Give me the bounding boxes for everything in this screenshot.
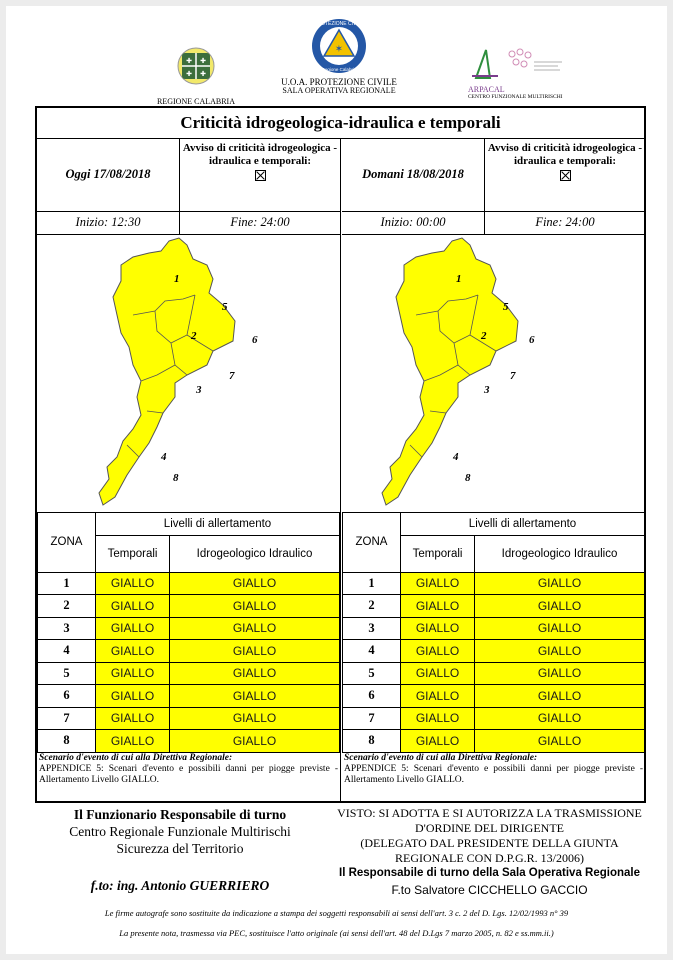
arpacal-emblem-icon xyxy=(468,46,568,80)
table-row xyxy=(38,662,340,685)
table-row xyxy=(343,662,645,685)
zone-number: 3 xyxy=(38,617,96,640)
temporali-level: GIALLO xyxy=(401,662,475,685)
temporali-level: GIALLO xyxy=(401,640,475,663)
calabria-map-icon xyxy=(342,235,645,512)
avviso-block xyxy=(485,138,645,211)
sicurezza-label: Sicurezza del Territorio xyxy=(116,841,244,856)
avviso-block xyxy=(180,138,340,211)
table-row xyxy=(343,730,645,753)
responsabile-signature: F.to Salvatore CICCHELLO GACCIO xyxy=(391,883,588,897)
idro-level: GIALLO xyxy=(170,572,340,595)
temporali-level: GIALLO xyxy=(96,707,170,730)
zone-label: 2 xyxy=(481,330,487,342)
idro-level: GIALLO xyxy=(170,685,340,708)
zone-number: 4 xyxy=(38,640,96,663)
funzionario-title: Il Funzionario Responsabile di turno xyxy=(73,807,287,822)
temporali-level: GIALLO xyxy=(96,730,170,753)
scenario-block xyxy=(39,753,338,786)
arpacal-subtitle: CENTRO FUNZIONALE MULTIRISCHI xyxy=(468,94,563,100)
svg-text:Regione Calabria: Regione Calabria xyxy=(321,67,357,72)
avviso-label: Avviso di criticità idrogeologica - idraulica e temporali: xyxy=(182,142,338,167)
end-time: Fine: 24:00 xyxy=(230,215,290,229)
zone-number: 1 xyxy=(38,572,96,595)
idro-level: GIALLO xyxy=(475,730,645,753)
start-time: Inizio: 12:30 xyxy=(37,211,180,234)
idro-header: Idrogeologico Idraulico xyxy=(170,535,340,572)
temporali-header: Temporali xyxy=(96,535,170,572)
centro-funzionale-label: Centro Regionale Funzionale Multirischi xyxy=(69,824,291,839)
arpacal-title: ARPACAL xyxy=(468,85,505,94)
table-row xyxy=(38,685,340,708)
signature-right xyxy=(333,806,646,898)
regione-calabria-logo xyxy=(156,44,236,106)
arpacal-logo xyxy=(468,46,568,98)
zone-number: 7 xyxy=(343,707,401,730)
regione-calabria-emblem-icon xyxy=(156,44,236,92)
sala-operativa-label: SALA OPERATIVA REGIONALE xyxy=(282,86,396,95)
day-column-today xyxy=(37,138,341,801)
idro-level: GIALLO xyxy=(475,685,645,708)
idro-level: GIALLO xyxy=(475,617,645,640)
scenario-block xyxy=(344,753,643,786)
zone-label: 6 xyxy=(252,334,258,346)
zone-number: 8 xyxy=(343,730,401,753)
table-row xyxy=(343,572,645,595)
zone-number: 8 xyxy=(38,730,96,753)
idro-level: GIALLO xyxy=(475,707,645,730)
temporali-level: GIALLO xyxy=(96,685,170,708)
idro-level: GIALLO xyxy=(170,640,340,663)
table-row xyxy=(38,707,340,730)
temporali-level: GIALLO xyxy=(401,730,475,753)
svg-text:✚: ✚ xyxy=(200,70,206,78)
zone-label: 7 xyxy=(510,370,516,382)
table-row xyxy=(38,640,340,663)
idro-level: GIALLO xyxy=(170,662,340,685)
svg-text:✚: ✚ xyxy=(186,70,192,78)
temporali-level: GIALLO xyxy=(96,640,170,663)
zone-number: 2 xyxy=(38,595,96,618)
temporali-level: GIALLO xyxy=(96,595,170,618)
footer-note-firme: Le firme autografe sono sostituite da indicazione a stampa dei soggetti responsabili ai sensi dell'art. 3 c. 2 del D. Lgs. 12/02/1993 n° 39 xyxy=(104,908,569,918)
temporali-header: Temporali xyxy=(401,535,475,572)
end-time: Fine: 24:00 xyxy=(535,215,595,229)
zone-label: 3 xyxy=(484,384,490,396)
scenario-text: APPENDICE 5: Scenari d'evento e possibili danni per piogge previste - Allertamento Livello GIALLO. xyxy=(344,764,643,785)
bulletin-title: Criticità idrogeologica-idraulica e temporali xyxy=(37,108,644,139)
bulletin-box xyxy=(35,106,646,803)
idro-level: GIALLO xyxy=(475,572,645,595)
table-row xyxy=(38,617,340,640)
protezione-civile-logo xyxy=(309,16,369,76)
table-row xyxy=(38,595,340,618)
zone-label: 1 xyxy=(456,273,462,285)
table-row xyxy=(38,572,340,595)
levels-header: Livelli di allertamento xyxy=(401,513,645,536)
zone-label: 3 xyxy=(196,384,202,396)
zone-number: 6 xyxy=(38,685,96,708)
start-time: Inizio: 00:00 xyxy=(342,211,485,234)
funzionario-signature: f.to: ing. Antonio GUERRIERO xyxy=(90,878,270,893)
zone-label: 4 xyxy=(161,451,167,463)
levels-header: Livelli di allertamento xyxy=(96,513,340,536)
avviso-checkbox-icon xyxy=(255,170,266,181)
scenario-title: Scenario d'evento di cui alla Direttiva Regionale: xyxy=(344,753,538,763)
uoa-protezione-civile-label: U.O.A. PROTEZIONE CIVILE xyxy=(281,77,397,87)
temporali-level: GIALLO xyxy=(96,617,170,640)
table-row xyxy=(343,640,645,663)
zone-label: 8 xyxy=(173,472,179,484)
zone-number: 2 xyxy=(343,595,401,618)
temporali-level: GIALLO xyxy=(401,595,475,618)
alert-levels-table xyxy=(37,512,340,753)
table-row xyxy=(343,707,645,730)
regione-calabria-label: REGIONE CALABRIA xyxy=(157,97,235,106)
svg-text:✶: ✶ xyxy=(334,44,344,55)
temporali-level: GIALLO xyxy=(96,572,170,595)
temporali-level: GIALLO xyxy=(401,707,475,730)
time-row xyxy=(37,211,340,235)
svg-text:PROTEZIONE CIVILE: PROTEZIONE CIVILE xyxy=(314,21,364,27)
idro-level: GIALLO xyxy=(170,617,340,640)
idro-level: GIALLO xyxy=(475,662,645,685)
zone-label: 7 xyxy=(229,370,235,382)
zone-number: 3 xyxy=(343,617,401,640)
day-date: Domani 18/08/2018 xyxy=(342,138,485,211)
zone-label: 1 xyxy=(174,273,180,285)
zone-number: 1 xyxy=(343,572,401,595)
temporali-level: GIALLO xyxy=(96,662,170,685)
zona-header: ZONA xyxy=(343,513,401,573)
day-date: Oggi 17/08/2018 xyxy=(37,138,180,211)
zone-number: 7 xyxy=(38,707,96,730)
table-row xyxy=(343,685,645,708)
svg-text:✚: ✚ xyxy=(186,57,192,65)
delegato-line: (DELEGATO DAL PRESIDENTE DELLA GIUNTA xyxy=(360,836,619,850)
idro-level: GIALLO xyxy=(475,640,645,663)
day-column-tomorrow xyxy=(342,138,645,801)
zone-number: 6 xyxy=(343,685,401,708)
scenario-title: Scenario d'evento di cui alla Direttiva Regionale: xyxy=(39,753,233,763)
avviso-label: Avviso di criticità idrogeologica - idraulica e temporali: xyxy=(487,142,643,167)
zone-label: 8 xyxy=(465,472,471,484)
scenario-text: APPENDICE 5: Scenari d'evento e possibili danni per piogge previste - Allertamento Livello GIALLO. xyxy=(39,764,338,785)
idro-level: GIALLO xyxy=(170,707,340,730)
table-row xyxy=(343,595,645,618)
table-row xyxy=(38,730,340,753)
temporali-level: GIALLO xyxy=(401,685,475,708)
zone-label: 5 xyxy=(503,301,509,313)
zone-label: 2 xyxy=(191,330,197,342)
temporali-level: GIALLO xyxy=(401,572,475,595)
time-row xyxy=(342,211,645,235)
zone-number: 5 xyxy=(343,662,401,685)
day-header xyxy=(37,138,340,212)
day-header xyxy=(342,138,645,212)
zone-number: 4 xyxy=(343,640,401,663)
avviso-checkbox-icon xyxy=(560,170,571,181)
zone-number: 5 xyxy=(38,662,96,685)
zone-label: 5 xyxy=(222,301,228,313)
idro-level: GIALLO xyxy=(170,595,340,618)
zone-map-today xyxy=(37,235,340,512)
protezione-civile-emblem-icon xyxy=(309,16,369,76)
zone-map-tomorrow xyxy=(342,235,645,512)
alert-levels-table xyxy=(342,512,645,753)
zona-header: ZONA xyxy=(38,513,96,573)
ordine-line: D'ORDINE DEL DIRIGENTE xyxy=(414,821,565,835)
signature-left xyxy=(35,806,325,894)
calabria-map-icon xyxy=(37,235,340,512)
dpgr-line: REGIONALE CON D.P.G.R. 13/2006) xyxy=(395,851,584,865)
svg-text:✚: ✚ xyxy=(200,57,206,65)
idro-level: GIALLO xyxy=(170,730,340,753)
idro-header: Idrogeologico Idraulico xyxy=(475,535,645,572)
zone-label: 6 xyxy=(529,334,535,346)
idro-level: GIALLO xyxy=(475,595,645,618)
table-row xyxy=(343,617,645,640)
zone-label: 4 xyxy=(453,451,459,463)
temporali-level: GIALLO xyxy=(401,617,475,640)
visto-line: VISTO: SI ADOTTA E SI AUTORIZZA LA TRASMISSIONE xyxy=(337,806,642,820)
responsabile-sala-title: Il Responsabile di turno della Sala Operativa Regionale xyxy=(339,867,640,879)
footer-note-pec: La presente nota, trasmessa via PEC, sostituisce l'atto originale (ai sensi dell'art. 48 del D.Lgs 7 marzo 2005, n. 82 e ss.mm.ii.) xyxy=(119,928,554,938)
